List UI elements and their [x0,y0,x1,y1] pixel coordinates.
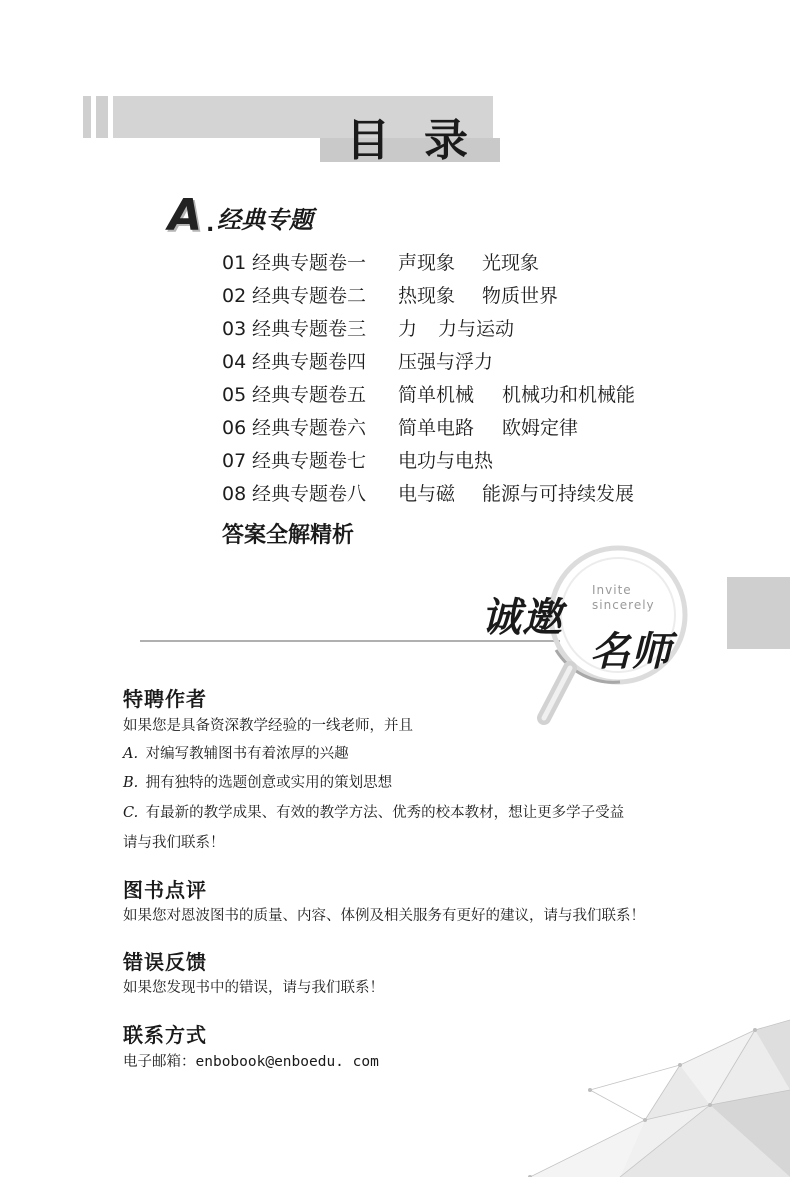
toc-topic: 光现象 [482,252,540,274]
toc-number: 01 [222,252,247,274]
toc-volume: 经典专题卷二 [252,285,367,307]
section-dot: . [206,212,215,237]
toc-topic: 电功与电热 [398,450,494,472]
toc-item[interactable] [222,379,635,412]
title-band-stripe [83,96,91,138]
toc-topic: 电与磁 [398,483,456,505]
toc-topic: 热现象 [398,285,456,307]
toc-item[interactable] [222,280,635,313]
item-text: 对编写教辅图书有着浓厚的兴趣 [145,746,349,762]
recruit-item [123,771,392,792]
toc-topic: 力与运动 [438,318,515,340]
recruit-heading: 特聘作者 [123,687,207,711]
toc-topic: 压强与浮力 [398,351,494,373]
toc-topic: 声现象 [398,252,456,274]
toc-volume: 经典专题卷八 [252,483,367,505]
toc-topic: 简单电路 [398,417,475,439]
side-tab [727,577,790,649]
toc-volume: 经典专题卷三 [252,318,367,340]
review-heading: 图书点评 [123,878,207,902]
toc-item[interactable] [222,247,635,280]
email-link[interactable]: enbobook@enboedu. com [195,1054,379,1070]
toc-topic: 能源与可持续发展 [482,483,635,505]
contact-line [123,1050,379,1071]
recruit-item [123,801,624,822]
page-title: 目录 [346,115,502,166]
item-text: 有最新的教学成果、有效的教学方法、优秀的校本教材，想让更多学子受益 [145,805,625,821]
title-band-stripe [96,96,108,138]
toc-volume: 经典专题卷一 [252,252,367,274]
contact-heading: 联系方式 [123,1023,207,1047]
item-prefix: C. [123,805,139,821]
toc-topic: 机械功和机械能 [502,384,636,406]
decorative-polygons [470,1010,790,1177]
toc-number: 06 [222,417,247,439]
recruit-intro: 如果您是具备资深教学经验的一线老师，并且 [123,718,413,734]
toc-number: 07 [222,450,247,472]
toc-volume: 经典专题卷五 [252,384,367,406]
email-label: 电子邮箱： [123,1054,196,1070]
item-prefix: A. [123,746,139,762]
invite-english [592,583,655,613]
invite-en-line: sincerely [592,598,655,612]
errata-text: 如果您发现书中的错误，请与我们联系！ [123,980,384,996]
toc-volume: 经典专题卷六 [252,417,367,439]
toc-number: 02 [222,285,247,307]
invite-slogan-line2: 名师 [590,629,672,675]
invite-slogan-line1: 诚邀 [481,595,563,641]
toc-volume: 经典专题卷七 [252,450,367,472]
errata-heading: 错误反馈 [123,950,207,974]
section-title: 经典专题 [217,205,313,234]
invite-en-line: Invite [592,583,632,597]
toc-item[interactable] [222,313,635,346]
toc-number: 04 [222,351,247,373]
item-text: 拥有独特的选题创意或实用的策划思想 [145,775,393,791]
toc-volume: 经典专题卷四 [252,351,367,373]
toc-item[interactable] [222,445,635,478]
section-letter: A [168,190,203,241]
recruit-item [123,742,349,763]
toc-list [222,247,635,511]
toc-number: 03 [222,318,247,340]
answers-link[interactable]: 答案全解精析 [222,522,355,548]
toc-item[interactable] [222,412,635,445]
recruit-closing: 请与我们联系！ [123,835,225,851]
toc-number: 05 [222,384,247,406]
review-text: 如果您对恩波图书的质量、内容、体例及相关服务有更好的建议，请与我们联系！ [123,908,645,924]
toc-number: 08 [222,483,247,505]
toc-topic: 力 [398,318,418,340]
item-prefix: B. [123,775,139,791]
toc-item[interactable] [222,478,635,511]
toc-topic: 简单机械 [398,384,475,406]
toc-topic: 欧姆定律 [502,417,579,439]
toc-topic: 物质世界 [482,285,559,307]
toc-item[interactable] [222,346,635,379]
